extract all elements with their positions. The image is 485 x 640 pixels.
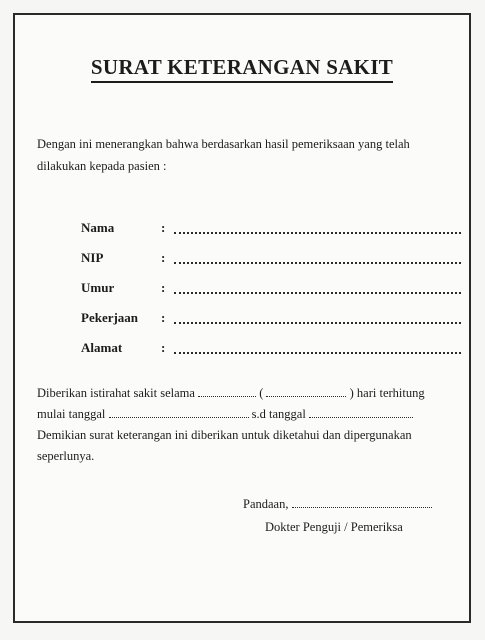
field-colon: : <box>161 280 166 295</box>
end-date-blank[interactable] <box>309 406 413 418</box>
place-label: Pandaan, <box>243 497 289 511</box>
field-umur <box>81 274 461 304</box>
sign-date-blank[interactable] <box>292 496 432 508</box>
closing-line-2: seperlunya. <box>37 449 95 463</box>
field-blank-nip[interactable] <box>174 262 461 264</box>
field-label-pekerjaan: Pekerjaan <box>81 310 139 325</box>
intro-line-1: Dengan ini menerangkan bahwa berdasarkan hasil pemeriksaan yang telah <box>37 137 410 151</box>
until-label: s.d tanggal <box>251 407 306 421</box>
start-date-blank[interactable] <box>109 406 249 418</box>
field-label-umur: Umur <box>81 280 115 295</box>
rest-paragraph <box>37 383 467 467</box>
rest-days-words-blank[interactable] <box>266 385 346 397</box>
field-colon: : <box>161 250 166 265</box>
paren-open: ( <box>259 386 264 400</box>
field-nama <box>81 214 461 244</box>
field-label-alamat: Alamat <box>81 340 123 355</box>
place-date-line <box>243 493 432 516</box>
field-colon: : <box>161 340 166 355</box>
field-blank-pekerjaan[interactable] <box>174 322 461 324</box>
field-alamat <box>81 334 461 364</box>
rest-prefix: Diberikan istirahat sakit selama <box>37 386 195 400</box>
intro-paragraph <box>37 133 457 177</box>
closing-line-1: Demikian surat keterangan ini diberikan untuk diketahui dan dipergunakan <box>37 428 412 442</box>
document-frame <box>13 13 471 623</box>
field-blank-alamat[interactable] <box>174 352 461 354</box>
signer-role: Dokter Penguji / Pemeriksa <box>265 520 403 534</box>
start-prefix: mulai tanggal <box>37 407 106 421</box>
field-label-nip: NIP <box>81 250 104 265</box>
field-label-nama: Nama <box>81 220 115 235</box>
field-colon: : <box>161 310 166 325</box>
field-nip <box>81 244 461 274</box>
rest-suffix: hari terhitung <box>356 386 425 400</box>
paren-close: ) <box>349 386 354 400</box>
document-title: SURAT KETERANGAN SAKIT <box>91 55 393 83</box>
patient-fields <box>81 214 461 364</box>
field-pekerjaan <box>81 304 461 334</box>
rest-line <box>37 383 467 404</box>
date-line <box>37 404 467 425</box>
field-blank-umur[interactable] <box>174 292 461 294</box>
signature-block <box>243 493 432 539</box>
document-title-wrap <box>15 55 469 83</box>
rest-days-number-blank[interactable] <box>198 385 256 397</box>
intro-line-2: dilakukan kepada pasien : <box>37 159 167 173</box>
field-colon: : <box>161 220 166 235</box>
field-blank-nama[interactable] <box>174 232 461 234</box>
